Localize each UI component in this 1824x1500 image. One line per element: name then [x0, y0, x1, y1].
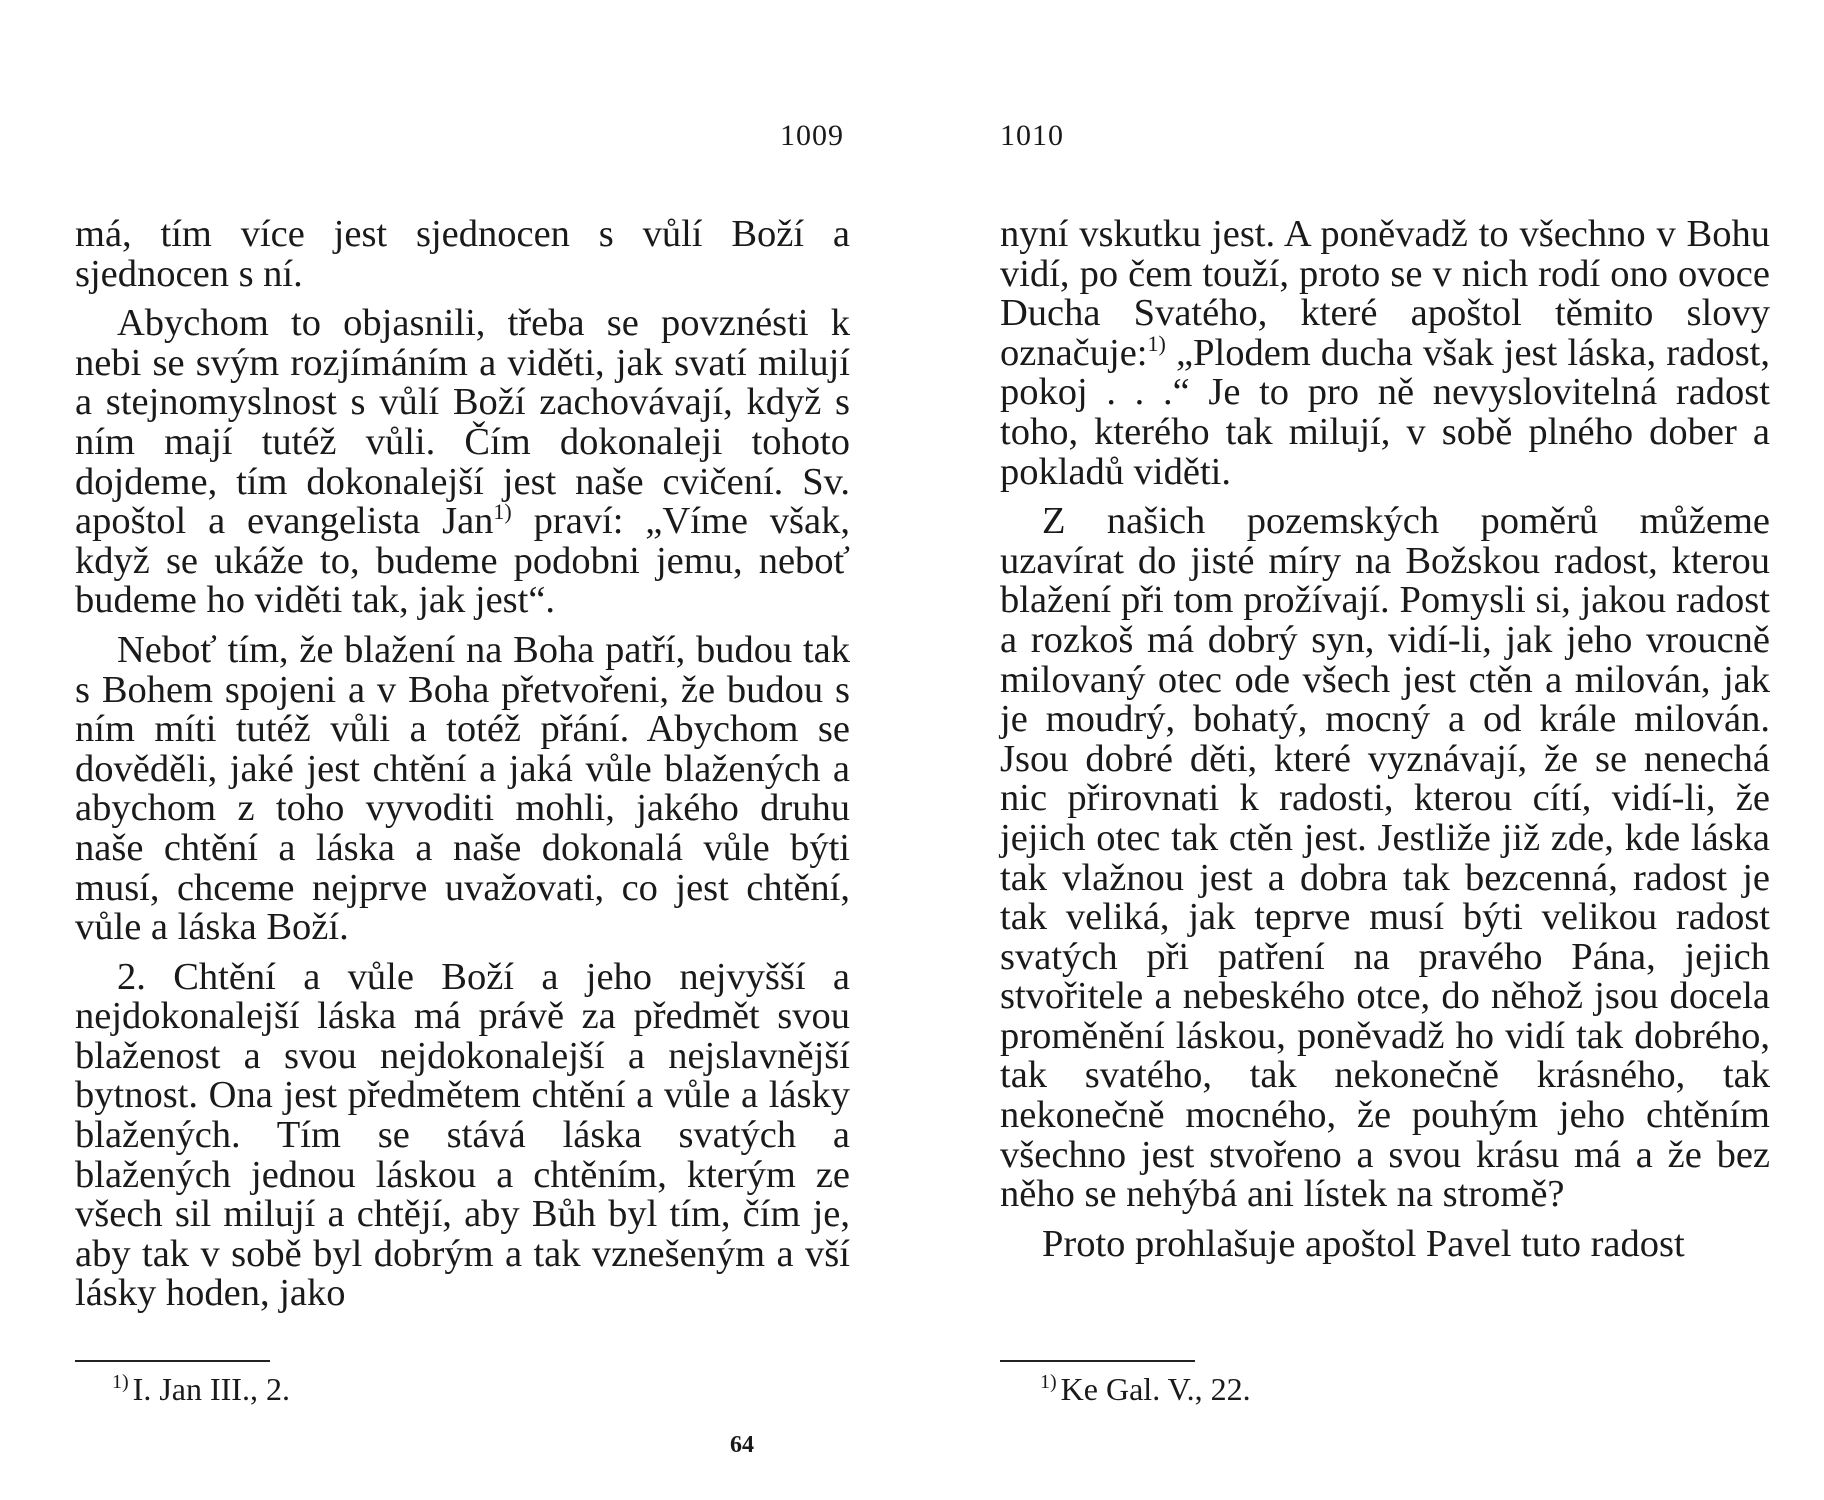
right-text-column — [1000, 215, 1770, 1264]
page-number-left: 1009 — [780, 119, 844, 152]
paragraph: Neboť tím, že blažení na Boha patří, budou tak s Bohem spojeni a v Boha přetvořeni, že budou s ním míti tutéž vůli a totéž přání. Abychom se dověděli, jaké jest chtění a jaká vůle blažených a abychom z toho vyvoditi mohli, jakého druhu naše chtění a láska a naše dokonalá vůle býti musí, chceme nejprve uvažovati, co jest chtění, vůle a láska Boží. — [75, 628, 850, 949]
page-number-right: 1010 — [1000, 119, 1064, 152]
footnote-divider — [75, 1360, 270, 1362]
footnote-reference: 1) — [1147, 330, 1166, 356]
left-text-column — [75, 215, 850, 1314]
footnote-right — [1040, 1370, 1251, 1408]
footnote-left — [112, 1370, 290, 1408]
paragraph: Z našich pozemských poměrů můžeme uzavírat do jisté míry na Božskou radost, kterou blažení při tom prožívají. Pomysli si, jakou radost a rozkoš má dobrý syn, vidí-li, jak jeho vroucně milovaný otec ode všech jest ctěn a milován, jak je moudrý, bohatý, mocný a od krále milován. Jsou dobré děti, které vyznávají, že se nenechá nic přirovnati k radosti, kterou cítí, vidí-li, že jejich otec tak ctěn jest. Jestliže již zde, kde láska tak vlažnou jest a dobra tak bezcenná, radost je tak veliká, jak teprve musí býti velikou radost svatých při patření na pravého Pána, jejich stvořitele a nebeského otce, do něhož jsou docela proměnění láskou, poněvadž ho vidí tak dobrého, tak svatého, tak nekonečně krásného, tak nekonečně mocného, že pouhým jeho chtěním všechno jest stvořeno a svou krásu má a že bez něho se nehýbá ani lístek na stromě? — [1000, 500, 1770, 1216]
paragraph — [1000, 215, 1770, 492]
paragraph-text: nyní vskutku jest. A poněvadž to všechno v Bohu vidí, po čem touží, proto se v nich rodí ono ovoce Ducha Svatého, které apoštol těmito slovy označuje: — [1000, 213, 1770, 374]
sheet-number: 64 — [730, 1432, 754, 1458]
footnote-text: Ke Gal. V., 22. — [1060, 1371, 1251, 1407]
paragraph: 2. Chtění a vůle Boží a jeho nejvyšší a nejdokonalejší láska má právě za předmět svou blaženost a svou nejdokonalejší a nejslavnější bytnost. Ona jest předmětem chtění a vůle a lásky blažených. Tím se stává láska svatých a blažených jednou láskou a chtěním, kterým ze všech sil milují a chtějí, aby Bůh byl tím, čím je, aby tak v sobě byl dobrým a tak vznešeným a vší lásky hoden, jako — [75, 955, 850, 1315]
footnote-reference: 1) — [493, 499, 512, 525]
paragraph-text: praví: „Víme však, když se ukáže to, budeme podobni jemu, neboť budeme ho viděti tak, jak jest“. — [75, 500, 850, 622]
paragraph: má, tím více jest sjednocen s vůlí Boží a sjednocen s ní. — [75, 213, 850, 295]
paragraph: Proto prohlašuje apoštol Pavel tuto radost — [1042, 1222, 1685, 1265]
footnote-mark: 1) — [1040, 1371, 1057, 1394]
footnote-mark: 1) — [112, 1371, 129, 1394]
footnote-text: I. Jan III., 2. — [132, 1371, 290, 1407]
paragraph — [75, 304, 850, 621]
paragraph-text: Abychom to objasnili, třeba se povznésti k nebi se svým rozjímáním a viděti, jak svatí milují a stejnomyslnost s vůlí Boží zachovávají, když s ním mají tutéž vůli. Čím dokonaleji tohoto dojdeme, tím dokonalejší jest naše cvičení. Sv. apoštol a evangelista Jan — [75, 302, 850, 543]
footnote-divider — [1000, 1360, 1195, 1362]
paragraph-text: „Plodem ducha však jest láska, radost, pokoj . . .“ Je to pro ně nevyslovitelná radost toho, kterého tak milují, v sobě plného dober a pokladů viděti. — [1000, 331, 1770, 493]
